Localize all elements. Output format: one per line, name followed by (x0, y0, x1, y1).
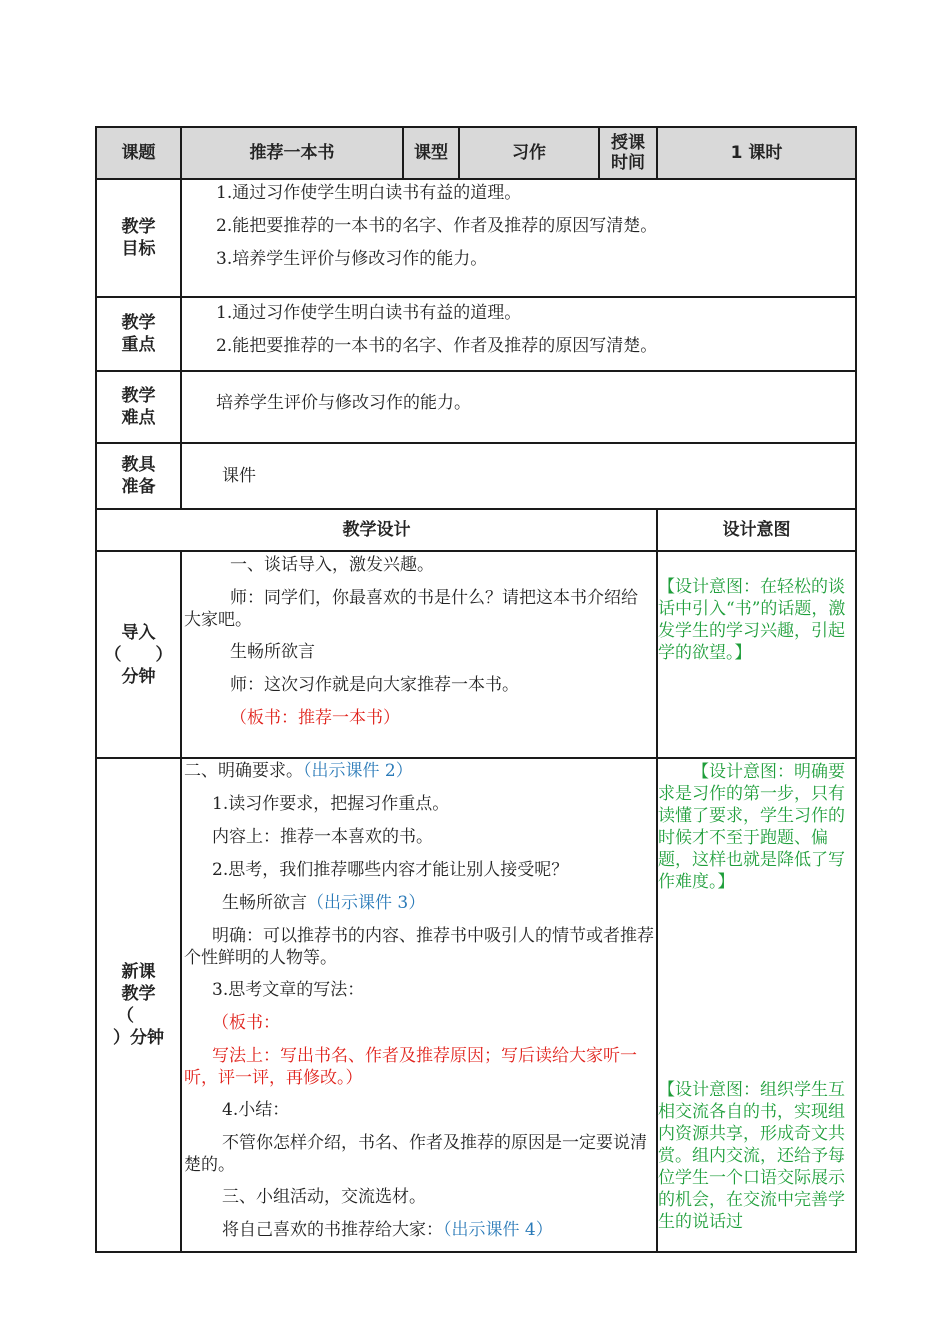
courseware-ref: （出示课件 4） (443, 1220, 553, 1240)
blackboard-line: 写法上：写出书名、作者及推荐原因；写后读给大家听一听，评一评，再修改。） (184, 1046, 637, 1088)
topic-label: 课题 (96, 127, 181, 179)
header-row (96, 127, 856, 179)
lesson-line: 内容上：推荐一本喜欢的书。 (212, 827, 433, 847)
tools-text: 课件 (222, 466, 256, 486)
lesson-line: 三、小组活动，交流选材。 (222, 1187, 426, 1207)
key-point-item: 1.通过习作使学生明白读书有益的道理。 (216, 303, 522, 323)
new-lesson-row (96, 758, 856, 1252)
design-header-left: 教学设计 (96, 509, 657, 551)
intro-label: 导入 （ ） 分钟 (96, 551, 181, 758)
objectives-content (181, 179, 856, 297)
lesson-line: 将自己喜欢的书推荐给大家：（出示课件 4） (222, 1220, 553, 1240)
objective-item: 2.能把要推荐的一本书的名字、作者及推荐的原因写清楚。 (216, 216, 658, 236)
hours-label (599, 127, 657, 179)
hours-label-line2: 时间 (611, 153, 645, 173)
objective-item: 3.培养学生评价与修改习作的能力。 (216, 249, 488, 269)
intro-intent: 【设计意图：在轻松的谈话中引入“书”的话题，激发学生的学习兴趣，引起学的欲望。】 (658, 577, 846, 663)
hours-label-line1: 授课 (611, 133, 645, 153)
new-lesson-intent-2: 【设计意图：组织学生互相交流各自的书，实现组内资源共享，形成奇文共赏。组内交流，还给予每位学生一个口语交际展示的机会，在交流中完善学生的说话过 (658, 1080, 845, 1232)
intro-row (96, 551, 856, 758)
intro-blackboard: （板书：推荐一本书） (230, 708, 400, 728)
design-header-row (96, 509, 856, 551)
topic-value: 推荐一本书 (181, 127, 403, 179)
new-lesson-intent-1: 【设计意图：明确要求是习作的第一步，只有读懂了要求，学生习作的时候才不至于跑题、偏题，这样也就是降低了写作难度。】 (658, 762, 845, 892)
key-point-item: 2.能把要推荐的一本书的名字、作者及推荐的原因写清楚。 (216, 336, 658, 356)
objectives-label: 教学 目标 (96, 179, 181, 297)
difficulties-label: 教学 难点 (96, 371, 181, 443)
new-lesson-intent-cell (657, 758, 856, 1252)
lesson-line: 生畅所欲言（出示课件 3） (222, 893, 426, 913)
difficulties-text: 培养学生评价与修改习作的能力。 (216, 393, 471, 413)
intro-line: 师：同学们，你最喜欢的书是什么？请把这本书介绍给大家吧。 (184, 588, 638, 630)
key-points-row (96, 297, 856, 371)
new-lesson-label: 新课 教学 （ ）分钟 (96, 758, 181, 1252)
intro-content (181, 551, 657, 758)
lesson-line: 4.小结： (222, 1100, 290, 1120)
tools-row (96, 443, 856, 509)
intro-intent-cell (657, 551, 856, 758)
intro-line: 一、谈话导入，激发兴趣。 (230, 555, 434, 575)
objectives-row (96, 179, 856, 297)
lesson-line: 不管你怎样介绍，书名、作者及推荐的原因是一定要说清楚的。 (184, 1133, 647, 1175)
tools-label: 教具 准备 (96, 443, 181, 509)
lesson-plan-table (95, 126, 857, 1253)
lesson-line: 明确：可以推荐书的内容、推荐书中吸引人的情节或者推荐个性鲜明的人物等。 (184, 926, 654, 968)
courseware-ref: （出示课件 3） (307, 893, 426, 913)
lesson-line: 3.思考文章的写法： (212, 980, 365, 1000)
key-points-content (181, 297, 856, 371)
key-points-label: 教学 重点 (96, 297, 181, 371)
new-lesson-content (181, 758, 657, 1252)
design-header-right: 设计意图 (657, 509, 856, 551)
lesson-line: 1.读习作要求，把握习作重点。 (212, 794, 450, 814)
tools-content (181, 443, 856, 509)
hours-value: 1 课时 (657, 127, 856, 179)
intro-line: 生畅所欲言 (230, 642, 315, 662)
lesson-line: 2.思考，我们推荐哪些内容才能让别人接受呢？ (212, 860, 569, 880)
lesson-line: 二、明确要求。（出示课件 2） (184, 761, 413, 781)
type-value: 习作 (459, 127, 599, 179)
type-label: 课型 (403, 127, 459, 179)
courseware-ref: （出示课件 2） (303, 761, 413, 781)
difficulties-row (96, 371, 856, 443)
difficulties-content (181, 371, 856, 443)
blackboard-line: （板书： (212, 1013, 280, 1033)
objective-item: 1.通过习作使学生明白读书有益的道理。 (216, 183, 522, 203)
intro-line: 师：这次习作就是向大家推荐一本书。 (230, 675, 519, 695)
